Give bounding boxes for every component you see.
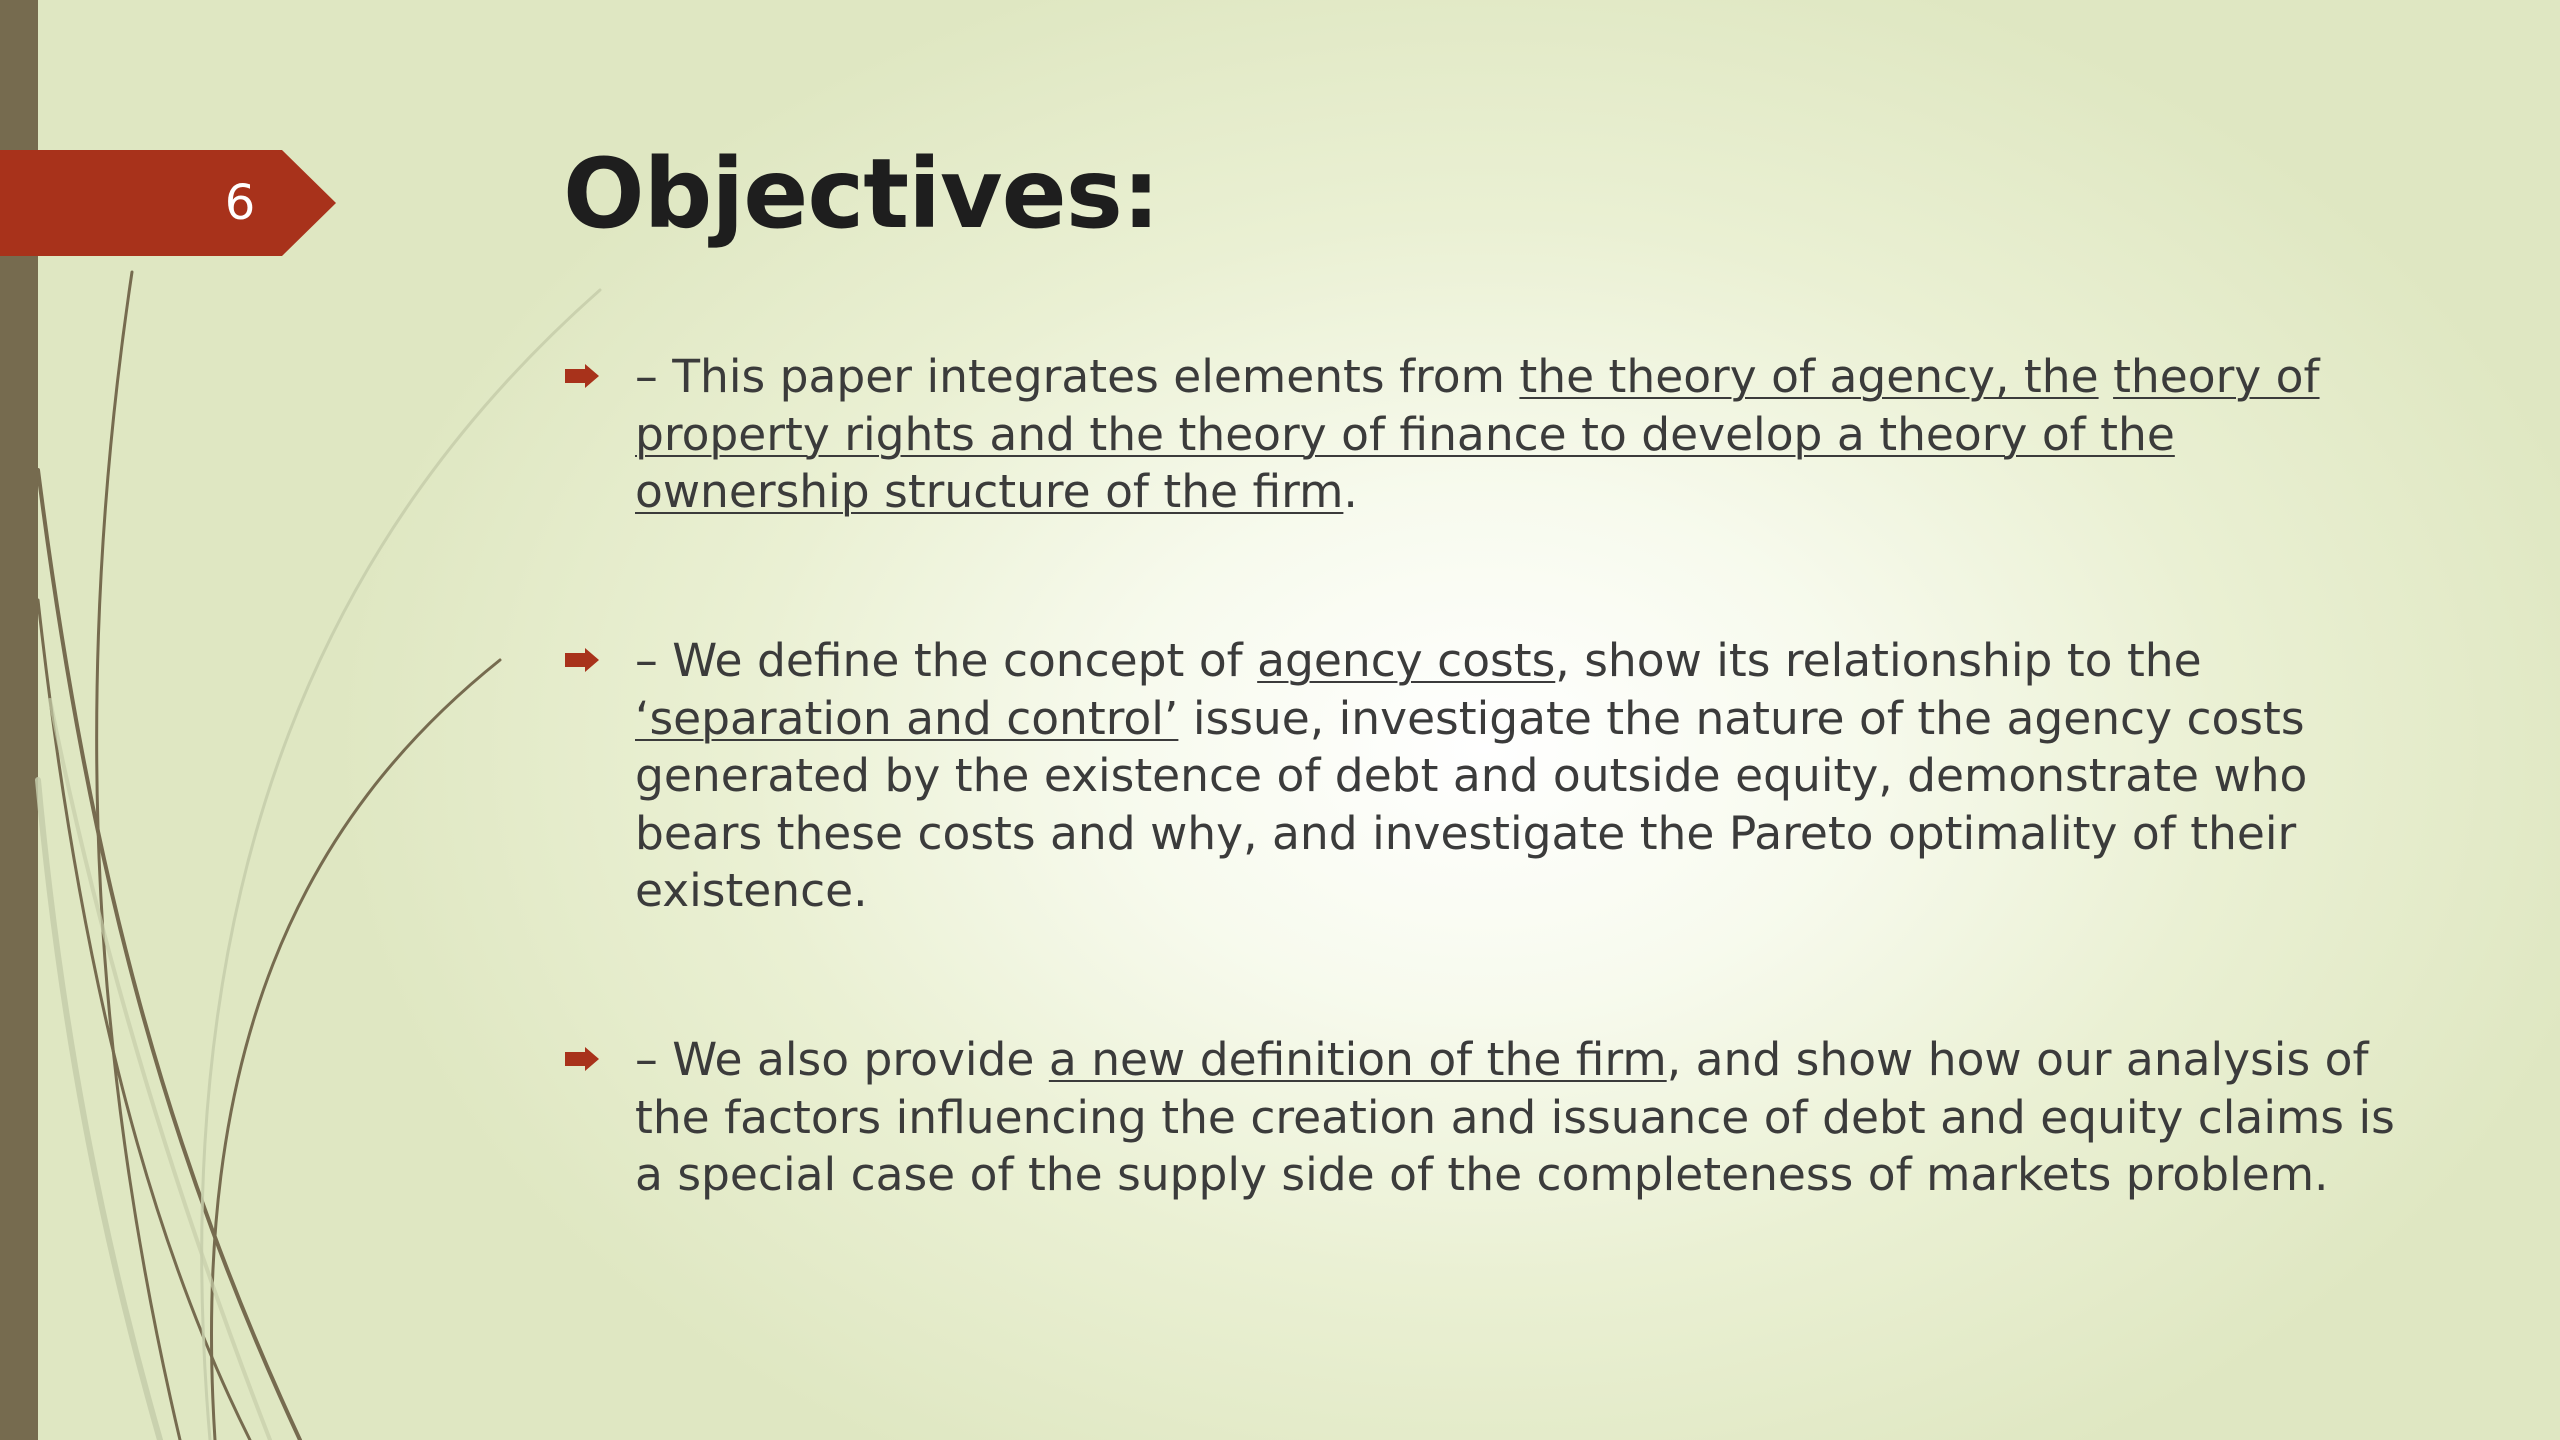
slide-title: Objectives: [563,138,1160,250]
slide-number-tab [0,150,336,256]
bullet-text [635,1031,2403,1204]
bullet-text [635,348,2403,521]
underlined-text: ‘separation and control’ [635,691,1179,745]
slide-number: 6 [224,175,256,231]
bullet-item [563,348,2403,521]
grass-stroke [97,272,180,1440]
bullet-item [563,1031,2403,1204]
text-run: – We also provide [635,1033,1049,1086]
number-tab-shape [0,150,336,256]
underlined-text: the theory of agency, the [1519,350,2099,403]
underlined-text: agency costs [1257,634,1556,687]
bullet-item [563,632,2403,920]
grass-stroke [202,290,600,1440]
text-run: , and show how our analysis of the factors influencing the creation and issuance of debt and equity claims is a special case of the supply side of the completeness of markets problem. [635,1033,2395,1201]
text-run: . [1343,465,1358,518]
text-run: , show its relationship to the [1555,634,2202,687]
text-run [2099,350,2113,403]
arrow-bullet-icon [565,364,599,388]
arrow-bullet-icon [565,1047,599,1071]
underlined-text: a new definition of the firm [1048,1033,1667,1086]
grass-stroke [211,660,500,1440]
arrow-bullet-icon [565,648,599,672]
text-run: issue, investigate the nature of the agency costs generated by the existence of debt and outside equity, demonstrate who bears these costs and why, and investigate the Pareto optimality of their existence. [635,691,2308,917]
text-run: – We define the concept of [635,634,1258,687]
bullet-text [635,632,2403,920]
underlined-text: theory of property rights and the theory of finance to develop a theory of the ownership structure of the firm [635,350,2320,518]
text-run: – This paper integrates elements from [635,350,1520,403]
grass-stroke [38,470,300,1440]
